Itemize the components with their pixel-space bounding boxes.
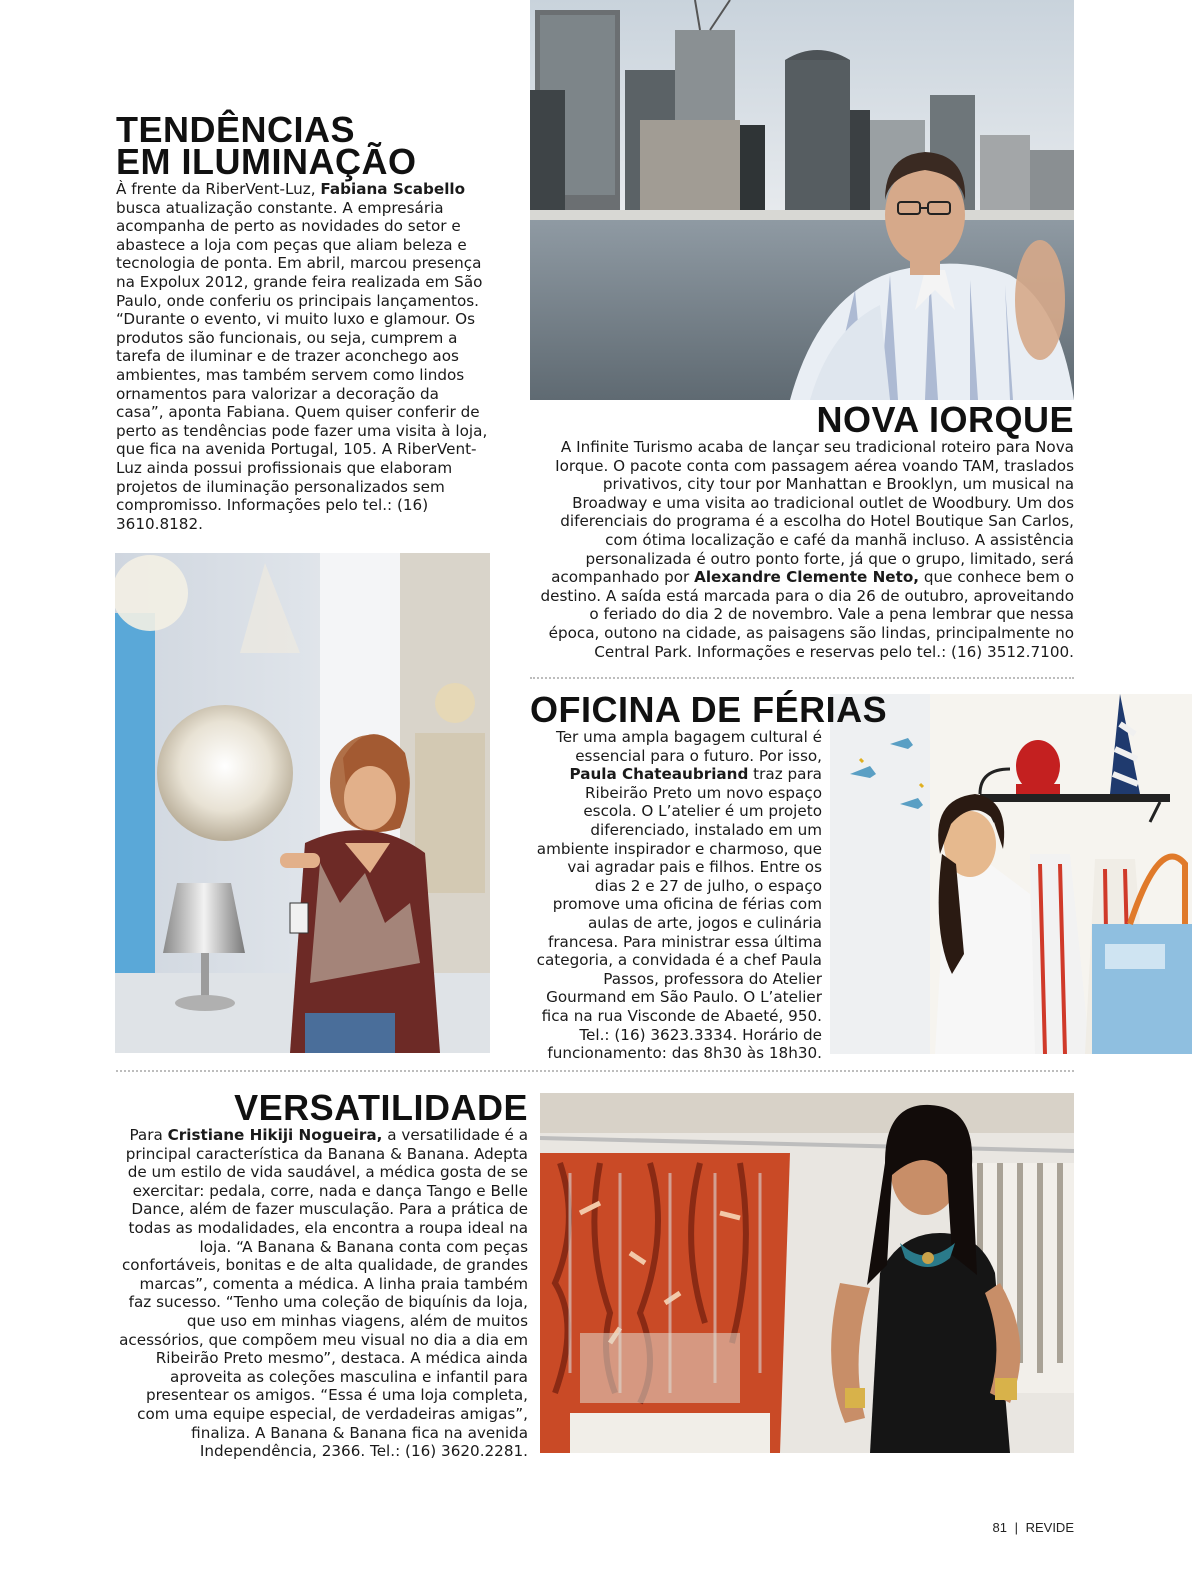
new-york-skyline-photo [530,0,1074,400]
article1-person-name: Fabiana Scabello [320,180,466,198]
article2-text-pre: A Infinite Turismo acaba de lançar seu tradicional roteiro para Nova Iorque. O pacote conta com passagem aérea voando TAM, traslados privativos, city tour por Manhattan e Brooklyn, um musical na Broadway e uma visita ao tradicional outlet de Woodbury. Um dos diferenciais do programa é a escolha do Hotel Boutique San Carlos, com ótima localização e café da manhã incluso. A assistência personalizada é outro ponto forte, já que o grupo, limitado, será acompanhado por [551,438,1074,587]
article1-title [116,109,516,182]
article1-body [116,180,488,533]
article1-text-post: busca atualização constante. A empresária acompanha de perto as novidades do setor e abastece a loja com peças que aliam beleza e tecnologia de ponta. Em abril, marcou presença na Expolux 2012, grande feira realizada em São Paulo, onde conferiu os principais lançamentos. “Durante o evento, vi muito luxo e glamour. Os produtos são funcionais, ou seja, cumprem a tarefa de iluminar e de trazer aconchego aos ambientes, mas também servem como lindos ornamentos para valorizar a decoração da casa”, aponta Fabiana. Quem quiser conferir de perto as tendências pode fazer uma visita à loja, que fica na avenida Portugal, 105. A RiberVent-Luz ainda possui profissionais que elaboram projetos de iluminação personalizados sem compromisso. Informações pelo tel.: (16) 3610.8182. [116,198,488,533]
article4-body [116,1126,528,1461]
page-footer [900,1520,1074,1535]
footer-separator: | [1014,1520,1018,1535]
article3-body [534,728,822,1063]
article2-text-post: que conhece bem o destino. A saída está marcada para o dia 26 de outubro, aproveitando o feriado do dia 2 de novembro. Vale a pena lembrar que nessa época, outono na cidade, as paisagens são lindas, principalmente no Central Park. Informações e reservas pelo tel.: (16) 3512.7100. [540,568,1074,661]
article1-title-line1: TENDÊNCIAS [116,109,356,150]
clothing-store-photo [540,1093,1074,1453]
page-number: 81 [992,1520,1007,1535]
magazine-name: REVIDE [1025,1520,1074,1535]
article3-title: OFICINA DE FÉRIAS [530,689,888,730]
article2-body [536,438,1074,661]
article4-text-post: a versatilidade é a principal característica da Banana & Banana. Adepta de um estilo de vida saudável, a médica gosta de se exercitar: pedala, corre, nada e dança Tango e Belle Dance, além de fazer musculação. Para a prática de todas as modalidades, ela encontra a roupa ideal na loja. “A Banana & Banana conta com peças confortáveis, bonitas e de alta qualidade, de grandes marcas”, comenta a médica. A linha praia também faz sucesso. “Tenho uma coleção de biquínis da loja, que uso em minhas viagens, além de muitos acessórios, que compõem meu visual no dia a dia em Ribeirão Preto mesmo”, destaca. A médica ainda aproveita as coleções masculina e infantil para presentear os amigos. “Essa é uma loja completa, com uma equipe especial, de verdadeiras amigas”, finaliza. A Banana & Banana fica na avenida Independência, 2366. Tel.: (16) 3620.2281. [119,1126,528,1461]
article3-text-pre: Ter uma ampla bagagem cultural é essencial para o futuro. Por isso, [556,728,822,765]
section-divider-right [530,677,1074,679]
article4-person-name: Cristiane Hikiji Nogueira, [167,1126,383,1144]
article1-title-line2: EM ILUMINAÇÃO [116,141,417,182]
lighting-store-photo [115,553,490,1053]
atelier-photo [830,694,1192,1054]
section-divider-full [116,1070,1074,1072]
article2-title: NOVA IORQUE [816,399,1074,440]
article4-text-pre: Para [129,1126,168,1144]
article3-person-name: Paula Chateaubriand [569,765,749,784]
article3-text-post: traz para Ribeirão Preto um novo espaço escola. O L’atelier é um projeto diferenciado, instalado em um ambiente inspirador e charmoso, que vai agradar pais e filhos. Entre os dias 2 e 27 de julho, o espaço promove uma oficina de férias com aulas de arte, jogos e culinária francesa. Para ministrar essa última categoria, a convidada é a chef Paula Passos, professora do Atelier Gourmand em São Paulo. O L’atelier fica na rua Visconde de Abaeté, 950. Tel.: (16) 3623.3334. Horário de funcionamento: das 8h30 às 18h30. [536,765,822,1063]
article4-title: VERSATILIDADE [234,1087,528,1128]
article2-person-name: Alexandre Clemente Neto, [694,568,920,587]
article1-text-pre: À frente da RiberVent-Luz, [116,180,321,198]
